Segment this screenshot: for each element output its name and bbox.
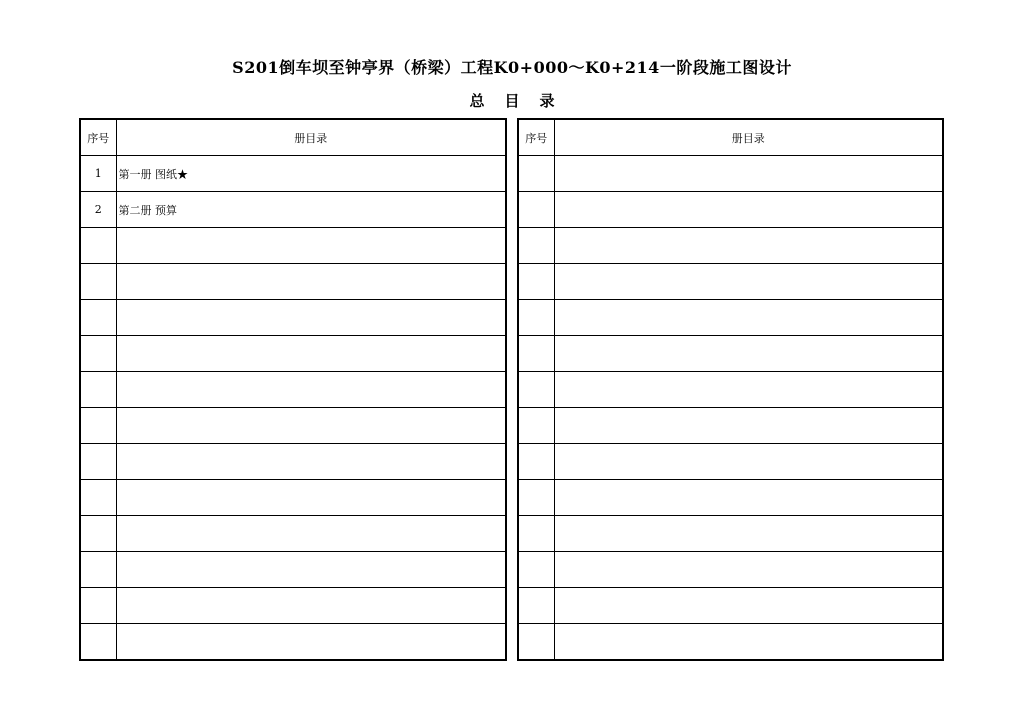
table-row [80,372,506,408]
volume-name-cell [116,480,506,516]
table-row [518,516,943,552]
row-number-cell: 2 [80,192,116,228]
row-number-cell [80,264,116,300]
row-number-cell [80,336,116,372]
row-number-cell [80,372,116,408]
row-number-cell [80,300,116,336]
row-number-cell [518,516,554,552]
row-number-cell [518,228,554,264]
row-number-cell [518,588,554,624]
table-row [518,300,943,336]
table-row [518,336,943,372]
document-title: S201倒车坝至钟亭界（桥梁）工程K0+000～K0+214一阶段施工图设计 [232,58,792,77]
row-number-cell [518,624,554,661]
row-number-cell [80,624,116,661]
volume-name-cell [554,336,943,372]
row-number-cell [80,516,116,552]
row-number-cell [518,336,554,372]
column-header-name: 册目录 [116,119,506,156]
volume-name-cell: 第二册 预算 [116,192,506,228]
table-row [80,552,506,588]
volume-name-cell [116,444,506,480]
volume-name-cell [116,516,506,552]
volume-name-cell [554,156,943,192]
row-number-cell [518,552,554,588]
column-header-no: 序号 [80,119,116,156]
table-row [518,372,943,408]
column-header-no: 序号 [518,119,554,156]
row-number-cell [80,444,116,480]
row-number-cell [80,408,116,444]
table-row [80,624,506,661]
volume-name-cell [554,480,943,516]
volume-name-cell [116,300,506,336]
table-row [518,624,943,661]
table-row [518,480,943,516]
volume-name-cell [554,516,943,552]
volume-name-cell [554,552,943,588]
toc-table-right [517,118,944,661]
row-number-cell [518,264,554,300]
table-row [518,408,943,444]
row-number-cell [518,480,554,516]
document-subtitle: 总目录 [469,92,575,110]
volume-name-cell: 第一册 图纸★ [116,156,506,192]
table-row [518,444,943,480]
table-row [80,336,506,372]
volume-name-cell [554,300,943,336]
table-row [518,156,943,192]
volume-name-cell [554,192,943,228]
table-row [518,552,943,588]
volume-name-cell [116,336,506,372]
table-row [80,228,506,264]
table-row [518,588,943,624]
row-number-cell [518,300,554,336]
row-number-cell [518,156,554,192]
row-number-cell [518,372,554,408]
row-number-cell: 1 [80,156,116,192]
volume-name-cell [116,624,506,661]
table-row [80,300,506,336]
row-number-cell [80,228,116,264]
column-header-name: 册目录 [554,119,943,156]
toc-table-left [79,118,507,661]
volume-name-cell [554,624,943,661]
table-row [518,228,943,264]
table-body [518,156,943,661]
table-row [80,588,506,624]
table-row [518,264,943,300]
row-number-cell [80,552,116,588]
volume-name-cell [554,264,943,300]
volume-name-cell [116,264,506,300]
table-body [80,156,506,661]
row-number-cell [80,588,116,624]
volume-name-cell [554,408,943,444]
volume-name-cell [554,372,943,408]
row-number-cell [518,408,554,444]
table-row [80,156,506,192]
volume-name-cell [116,552,506,588]
table-row [80,516,506,552]
table-row [80,444,506,480]
volume-name-cell [116,588,506,624]
table-row [80,192,506,228]
row-number-cell [518,192,554,228]
table-row [80,480,506,516]
volume-name-cell [116,228,506,264]
table-header-row [518,119,943,156]
table-row [80,408,506,444]
volume-name-cell [116,408,506,444]
table-header-row [80,119,506,156]
row-number-cell [518,444,554,480]
table-row [518,192,943,228]
row-number-cell [80,480,116,516]
table-row [80,264,506,300]
volume-name-cell [116,372,506,408]
volume-name-cell [554,444,943,480]
volume-name-cell [554,228,943,264]
volume-name-cell [554,588,943,624]
